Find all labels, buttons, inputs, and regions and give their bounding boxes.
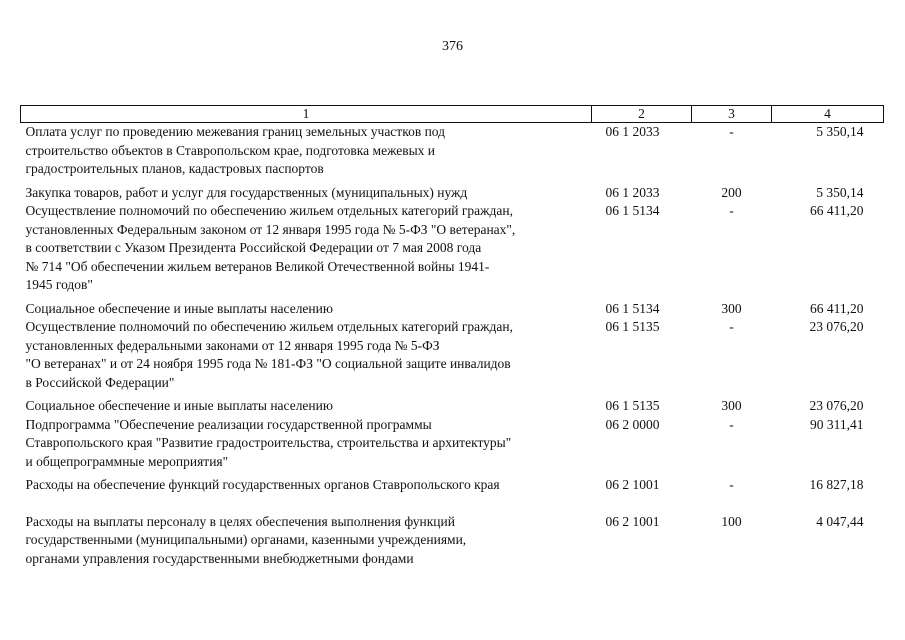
- row-sum: 4 047,44: [816, 513, 864, 529]
- row-name: Расходы на выплаты персоналу в целях обеспечения выполнения функций государственными (муниципальными) органами, казенными учреждениями, органами управления государственными внебюджетными фондами: [25, 513, 467, 566]
- row-sum: 90 311,41: [810, 416, 864, 432]
- row-type: -: [729, 477, 734, 492]
- row-code: 06 1 5135: [605, 398, 660, 413]
- row-name: Социальное обеспечение и иные выплаты населению: [25, 300, 333, 316]
- row-code: 06 2 1001: [605, 513, 660, 529]
- row-code: 06 1 5135: [605, 319, 660, 334]
- row-name: Расходы на обеспечение функций государственных органов Ставропольского края: [25, 477, 500, 492]
- row-type: 300: [721, 300, 742, 316]
- row-name: Осуществление полномочий по обеспечению жильем отдельных категорий граждан, установленных Федеральным законом от 12 января 1995 года № 5-ФЗ "О ветеранах", в соответствии с Указом Президента Российской Федерации от 7 мая 2008 года № 714 "Об обеспечении жильем ветеранов Великой Отечественной войны 1941- 1945 годов": [25, 203, 516, 292]
- header-col-2: 2: [592, 106, 692, 123]
- header-col-3: 3: [692, 106, 772, 123]
- row-sum: 66 411,20: [810, 300, 864, 316]
- header-col-4: 4: [772, 106, 884, 123]
- table-row: [21, 123, 884, 184]
- row-name: Осуществление полномочий по обеспечению жильем отдельных категорий граждан, установленных федеральными законами от 12 января 1995 года № 5-ФЗ "О ветеранах" и от 24 ноября 1995 года № 181-ФЗ "О социальной защите инвалидов в Российской Федерации": [25, 319, 513, 390]
- table-row: [21, 202, 884, 300]
- row-name: Подпрограмма "Обеспечение реализации государственной программы Ставропольского края "Развитие градостроительства, строительства и архитектуры" и общепрограммные мероприятия": [25, 416, 512, 469]
- table-row: [21, 513, 884, 569]
- row-code: 06 2 1001: [605, 477, 660, 492]
- row-sum: 5 350,14: [816, 124, 864, 139]
- header-col-1: 1: [21, 106, 592, 123]
- row-code: 06 2 0000: [605, 416, 660, 432]
- row-name: Оплата услуг по проведению межевания границ земельных участков под строительство объектов в Ставропольском крае, подготовка межевых и градостроительных планов, кадастровых паспортов: [25, 124, 446, 176]
- budget-table: [20, 105, 884, 568]
- row-sum: 66 411,20: [810, 203, 864, 218]
- row-name: Закупка товаров, работ и услуг для государственных (муниципальных) нужд: [25, 184, 468, 200]
- row-type: -: [729, 203, 734, 218]
- page-number: 376: [442, 39, 463, 54]
- table-row: [21, 397, 884, 416]
- table-row: [21, 416, 884, 477]
- row-code: 06 1 5134: [605, 300, 660, 316]
- row-code: 06 1 2033: [605, 124, 660, 139]
- row-type: 100: [721, 513, 742, 529]
- table-row: [21, 318, 884, 397]
- table-row: [21, 300, 884, 319]
- row-type: 200: [721, 184, 742, 200]
- row-name: Социальное обеспечение и иные выплаты населению: [25, 398, 333, 413]
- row-type: -: [729, 416, 734, 432]
- row-code: 06 1 5134: [605, 203, 660, 218]
- row-sum: 23 076,20: [809, 398, 864, 413]
- table-row: [21, 184, 884, 203]
- table-row: [21, 476, 884, 513]
- table-header-row: [21, 106, 884, 123]
- row-type: -: [729, 124, 734, 139]
- row-type: -: [729, 319, 734, 334]
- row-sum: 23 076,20: [809, 319, 864, 334]
- row-code: 06 1 2033: [605, 184, 660, 200]
- row-sum: 5 350,14: [816, 184, 864, 200]
- row-type: 300: [721, 398, 742, 413]
- row-sum: 16 827,18: [809, 477, 864, 492]
